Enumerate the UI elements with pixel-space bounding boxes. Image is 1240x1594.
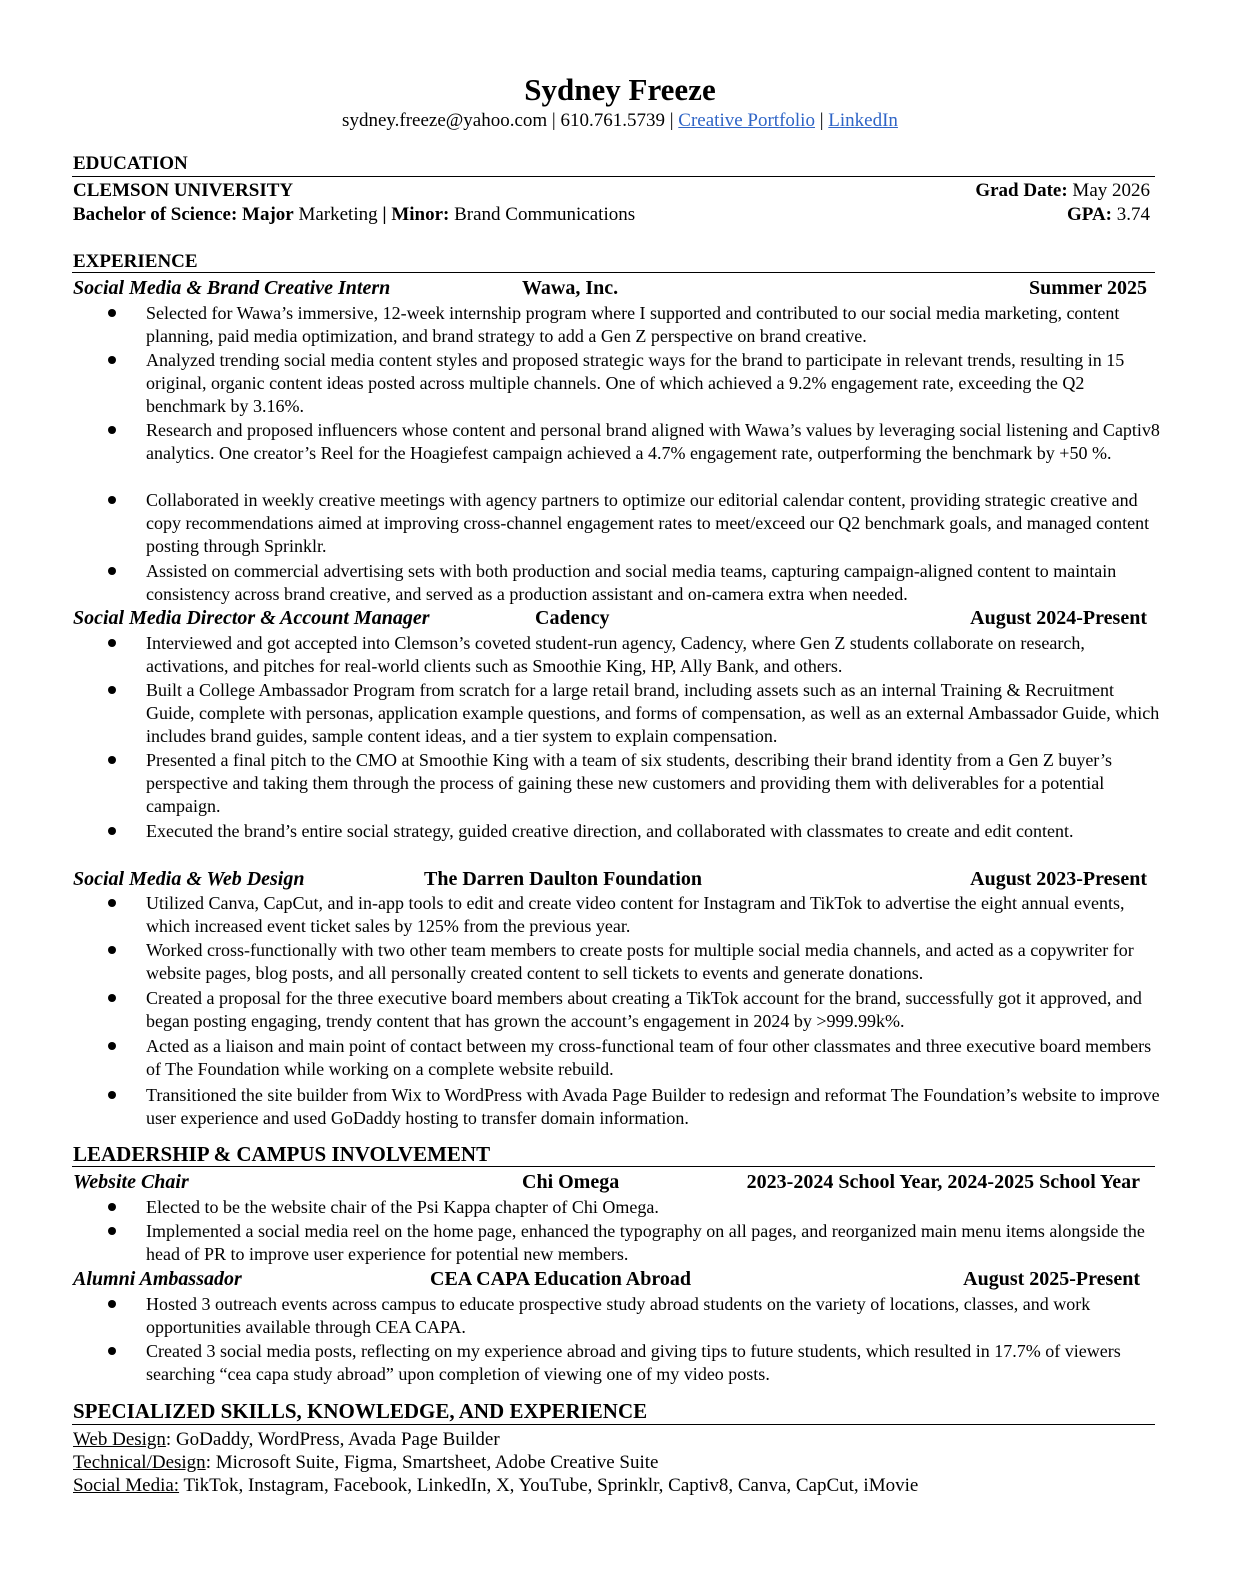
role-bullet: Created 3 social media posts, reflecting on my experience abroad and giving tips to future students, which resulted in 17.7% of viewers searching “cea capa study abroad” upon completion of viewing one of my video posts. xyxy=(146,1341,1121,1384)
job-bullet: Built a College Ambassador Program from scratch for a large retail brand, including assets such as an internal Training & Recruitment Guide, complete with personas, application example questions, and forms of compensation, as well as an external Ambassador Guide, which includes brand guides, sample content ideas, and a tier system to explain compensation. xyxy=(146,680,1160,746)
gpa xyxy=(1067,205,1150,224)
leadership-heading: LEADERSHIP & CAMPUS INVOLVEMENT xyxy=(73,1142,491,1166)
job-org: Cadency xyxy=(535,607,610,629)
job-date: Summer 2025 xyxy=(1029,277,1147,299)
section-rule xyxy=(72,176,1155,177)
section-rule xyxy=(72,272,1155,273)
job-date: August 2024-Present xyxy=(970,607,1147,629)
role-org: Chi Omega xyxy=(522,1171,620,1193)
bullet-icon xyxy=(108,356,116,364)
separator: | xyxy=(819,110,824,131)
bullet-icon xyxy=(108,1042,116,1050)
bullet-icon xyxy=(108,1227,116,1235)
bullet-icon xyxy=(108,567,116,575)
skill-value: TikTok, Instagram, Facebook, LinkedIn, X, YouTube, Sprinklr, Captiv8, Canva, CapCut, iMovie xyxy=(179,1475,919,1496)
bullet-icon xyxy=(108,1347,116,1355)
job-bullet: Selected for Wawa’s immersive, 12-week internship program where I supported and contributed to our social media marketing, content planning, paid media optimization, and brand strategy to add a Gen Z perspective on brand creative. xyxy=(146,303,1120,346)
bullet-icon xyxy=(108,899,116,907)
role-date: 2023-2024 School Year, 2024-2025 School Year xyxy=(746,1171,1140,1193)
bullet-icon xyxy=(108,946,116,954)
job-bullet: Transitioned the site builder from Wix to WordPress with Avada Page Builder to redesign and reformat The Foundation’s website to improve user experience and used GoDaddy hosting to transfer domain information. xyxy=(146,1085,1160,1128)
job-title: Social Media & Brand Creative Intern xyxy=(73,277,391,299)
phone: 610.761.5739 xyxy=(560,110,665,131)
school-name: CLEMSON UNIVERSITY xyxy=(73,180,294,201)
job-bullet: Research and proposed influencers whose content and personal brand aligned with Wawa’s values by leveraging social listening and Captiv8 analytics. One creator’s Reel for the Hoagiefest campaign achieved a 4.7% engagement rate, outperforming the benchmark by +50 %. xyxy=(146,420,1160,463)
skill-value: : GoDaddy, WordPress, Avada Page Builder xyxy=(165,1429,500,1450)
bullet-icon xyxy=(108,1091,116,1099)
bullet-icon xyxy=(108,496,116,504)
grad-label: Grad Date: xyxy=(975,180,1068,201)
experience-heading: EXPERIENCE xyxy=(73,251,198,272)
education-heading: EDUCATION xyxy=(73,153,188,174)
bullet-icon xyxy=(108,1203,116,1211)
job-title: Social Media & Web Design xyxy=(73,868,305,890)
job-date: August 2023-Present xyxy=(970,868,1147,890)
bullet-icon xyxy=(108,994,116,1002)
job-bullet: Interviewed and got accepted into Clemson’s coveted student-run agency, Cadency, where Gen Z students collaborate on research, activations, and pitches for real-world clients such as Smoothie King, HP, Ally Bank, and others. xyxy=(146,633,1085,676)
contact-line xyxy=(0,111,1240,130)
linkedin-link[interactable]: LinkedIn xyxy=(828,110,898,131)
separator: | xyxy=(551,110,556,131)
job-bullet: Assisted on commercial advertising sets with both production and social media teams, capturing campaign-aligned content to maintain consistency across brand creative, and served as a production assistant and on-camera extra when needed. xyxy=(146,561,1117,604)
gpa-label: GPA: xyxy=(1066,204,1112,225)
role-bullet: Implemented a social media reel on the home page, enhanced the typography on all pages, and reorganized main menu items alongside the head of PR to improve user experience for potential new members. xyxy=(146,1221,1145,1264)
role-date: August 2025-Present xyxy=(963,1268,1140,1290)
skill-row xyxy=(73,1453,658,1472)
skills-heading: SPECIALIZED SKILLS, KNOWLEDGE, AND EXPERIENCE xyxy=(73,1399,648,1423)
section-rule xyxy=(72,1166,1155,1167)
skill-label: Social Media: xyxy=(73,1475,180,1496)
job-org: The Darren Daulton Foundation xyxy=(424,868,703,890)
portfolio-link[interactable]: Creative Portfolio xyxy=(678,110,815,131)
minor: Brand Communications xyxy=(454,204,636,225)
job-title: Social Media Director & Account Manager xyxy=(73,607,430,629)
grad-date xyxy=(975,181,1150,200)
degree-line xyxy=(73,205,635,224)
role-org: CEA CAPA Education Abroad xyxy=(430,1268,691,1290)
job-bullet: Analyzed trending social media content styles and proposed strategic ways for the brand to participate in relevant trends, resulting in 15 original, organic content ideas posted across multiple channels. One of which achieved a 9.2% engagement rate, exceeding the Q2 benchmark by 3.16%. xyxy=(146,350,1125,416)
skill-label: Web Design xyxy=(73,1429,166,1450)
skill-row xyxy=(73,1476,918,1495)
minor-label: Minor: xyxy=(391,204,450,225)
job-org: Wawa, Inc. xyxy=(522,277,619,299)
separator: | xyxy=(382,204,387,225)
skill-value: : Microsoft Suite, Figma, Smartsheet, Adobe Creative Suite xyxy=(205,1452,659,1473)
section-rule xyxy=(72,1424,1155,1425)
resume-name: Sydney Freeze xyxy=(524,72,716,107)
gpa-value: 3.74 xyxy=(1116,204,1150,225)
major: Marketing xyxy=(298,204,378,225)
bullet-icon xyxy=(108,309,116,317)
bullet-icon xyxy=(108,639,116,647)
job-bullet: Presented a final pitch to the CMO at Smoothie King with a team of six students, describing their brand identity from a Gen Z buyer’s perspective and taking them through the process of gaining these new customers and providing them with deliverables for a potential campaign. xyxy=(146,750,1112,816)
job-bullet: Utilized Canva, CapCut, and in-app tools to edit and create video content for Instagram and TikTok to advertise the eight annual events, which increased event ticket sales by 125% from the previous year. xyxy=(146,893,1125,936)
role-bullet: Elected to be the website chair of the Psi Kappa chapter of Chi Omega. xyxy=(146,1197,659,1217)
role-title: Alumni Ambassador xyxy=(73,1268,242,1290)
job-bullet: Worked cross-functionally with two other team members to create posts for multiple social media channels, and acted as a copywriter for website pages, blog posts, and all personally created content to sell tickets to events and generate donations. xyxy=(146,940,1134,983)
skill-row xyxy=(73,1430,500,1449)
job-bullet: Created a proposal for the three executive board members about creating a TikTok account for the brand, successfully got it approved, and began posting engaging, trendy content that has grown the account’s engagement in 2024 by >999.99k%. xyxy=(146,988,1142,1031)
bullet-icon xyxy=(108,686,116,694)
bullet-icon xyxy=(108,1300,116,1308)
bullet-icon xyxy=(108,426,116,434)
degree-label: Bachelor of Science: Major xyxy=(73,204,294,225)
bullet-icon xyxy=(108,827,116,835)
separator: | xyxy=(669,110,674,131)
role-bullet: Hosted 3 outreach events across campus to educate prospective study abroad students on the variety of locations, classes, and work opportunities available through CEA CAPA. xyxy=(146,1294,1091,1337)
role-title: Website Chair xyxy=(73,1171,189,1193)
bullet-icon xyxy=(108,756,116,764)
email: sydney.freeze@yahoo.com xyxy=(342,110,548,131)
skill-label: Technical/Design xyxy=(73,1452,206,1473)
job-bullet: Executed the brand’s entire social strategy, guided creative direction, and collaborated with classmates to create and edit content. xyxy=(146,821,1074,841)
job-bullet: Collaborated in weekly creative meetings with agency partners to optimize our editorial calendar content, providing strategic creative and copy recommendations aimed at improving cross-channel engagement rates to meet/exceed our Q2 benchmark goals, and managed content posting through Sprinklr. xyxy=(146,490,1150,556)
job-bullet: Acted as a liaison and main point of contact between my cross-functional team of four other classmates and three executive board members of The Foundation while working on a complete website rebuild. xyxy=(146,1036,1152,1079)
grad-value: May 2026 xyxy=(1072,180,1150,201)
